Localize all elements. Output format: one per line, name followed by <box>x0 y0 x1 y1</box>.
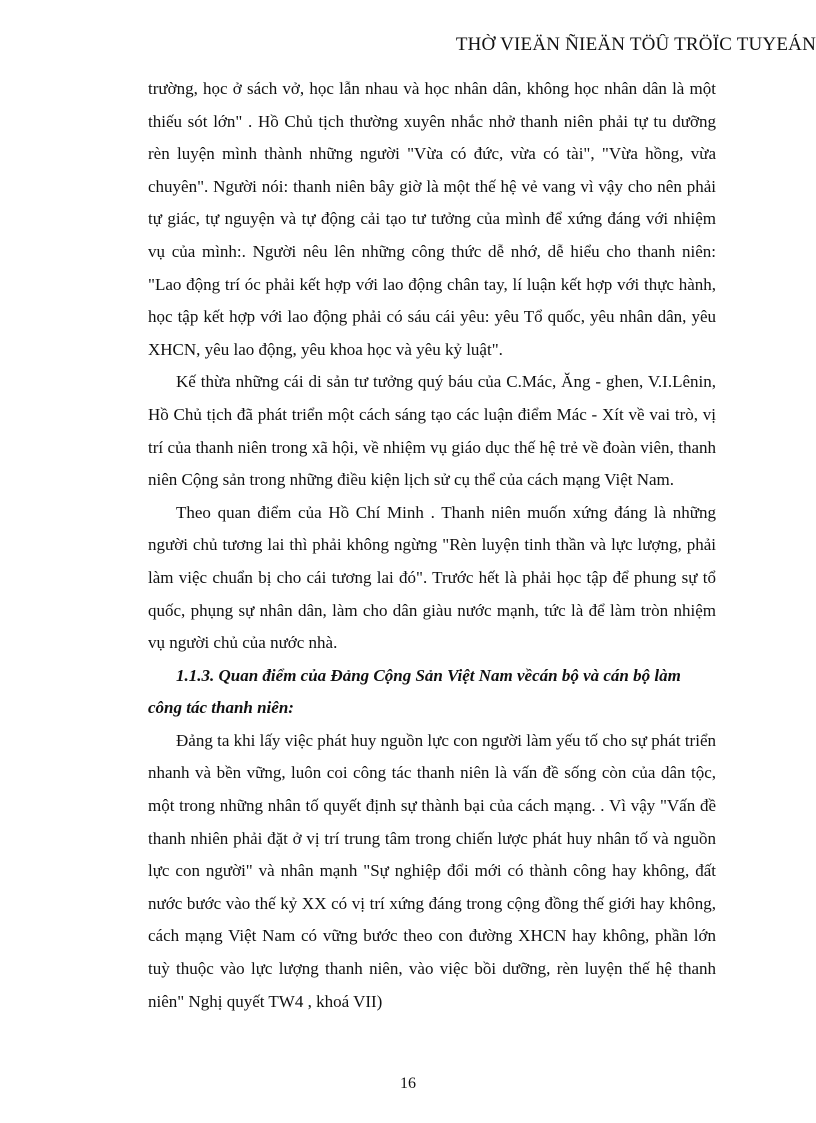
paragraph-party-view: Đảng ta khi lấy việc phát huy nguồn lực con người làm yếu tố cho sự phát triển nhanh và bền vững, luôn coi công tác thanh niên là vấn đề sống còn của dân tộc, một trong những nhân tố quyết định sự thành bại của cách mạng. . Vì vậy "Vấn đề thanh nhiên phải đặt ở vị trí trung tâm trong chiến lược phát huy nhân tố và nguồn lực con người" và nhân mạnh "Sự nghiệp đổi mới có thành công hay không, đất nước bước vào thế kỷ XX có vị trí xứng đáng trong cộng đồng thế giới hay không, cách mạng Việt Nam có vững bước theo con đường XHCN hay không, phần lớn tuỳ thuộc vào lực lượng thanh niên, vào việc bồi dưỡng, rèn luyện thế hệ thanh niên" Nghị quyết TW4 , khoá VII) <box>148 730 716 1011</box>
page-header: THỜ VIEÄN ÑIEÄN TÖÛ TRÖÏC TUYEÁN <box>455 34 816 55</box>
paragraph-continued: trường, học ở sách vở, học lẫn nhau và học nhân dân, không học nhân dân là một thiếu sót lớn" . Hồ Chủ tịch thường xuyên nhắc nhở thanh niên phải tự tu dưỡng rèn luyện mình thành những người "Vừa có đức, vừa có tài", "Vừa hồng, vừa chuyên". Người nói: thanh niên bây giờ là một thế hệ vẻ vang vì vậy cho nên phải tự giác, tự nguyện và tự động cải tạo tư tưởng của mình để xứng đáng với nhiệm vụ của mình:. Người nêu lên những công thức dễ nhớ, dễ hiểu cho thanh niên: "Lao động trí óc phải kết hợp với lao động chân tay, lí luận kết hợp với thực hành, học tập kết hợp với lao động phải có sáu cái yêu: yêu Tổ quốc, yêu nhân dân, yêu XHCN, yêu lao động, yêu khoa học và yêu kỷ luật". <box>148 79 716 359</box>
page-number: 16 <box>400 1075 416 1092</box>
paragraph-legacy: Kế thừa những cái di sản tư tưởng quý báu của C.Mác, Ăng - ghen, V.I.Lênin, Hồ Chủ tịch đã phát triển một cách sáng tạo các luận điểm Mác - Xít về vai trò, vị trí của thanh niên trong xã hội, về nhiệm vụ giáo dục thế hệ trẻ về đoàn viên, thanh niên Cộng sản trong những điều kiện lịch sử cụ thể của cách mạng Việt Nam. <box>148 372 716 490</box>
section-heading: 1.1.3. Quan điểm của Đảng Cộng Sản Việt Nam vềcán bộ và cán bộ làm công tác thanh niên: <box>148 665 681 718</box>
document-body <box>148 73 716 1018</box>
paragraph-ho-chi-minh-view: Theo quan điểm của Hồ Chí Minh . Thanh niên muốn xứng đáng là những người chủ tương lai thì phải không ngừng "Rèn luyện tinh thần và lực lượng, phải làm việc chuẩn bị cho cái tương lai đó". Trước hết là phải học tập để phung sự tổ quốc, phụng sự nhân dân, làm cho dân giàu nước mạnh, tức là để làm tròn nhiệm vụ người chủ của nước nhà. <box>148 502 716 653</box>
